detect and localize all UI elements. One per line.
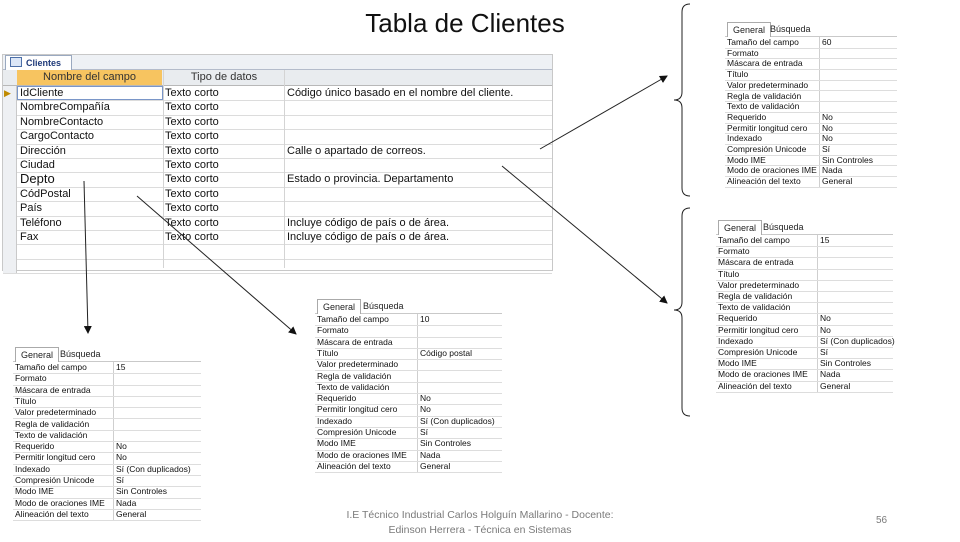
property-value[interactable]: General xyxy=(420,460,451,471)
field-name-cell[interactable]: Depto xyxy=(20,171,55,187)
tab-busqueda[interactable]: Búsqueda xyxy=(770,24,811,34)
footer-line-1: I.E Técnico Industrial Carlos Holguín Mallarino - Docente: xyxy=(346,509,614,521)
property-label: Compresión Unicode xyxy=(317,427,397,437)
property-label: Máscara de entrada xyxy=(317,336,393,347)
property-label: Título xyxy=(718,268,740,279)
property-label: Título xyxy=(727,69,749,80)
property-label: Formato xyxy=(15,373,47,384)
property-value[interactable]: Código postal xyxy=(420,347,472,358)
data-type-cell[interactable]: Texto corto xyxy=(165,202,219,215)
property-label: Indexado xyxy=(317,415,352,426)
property-value[interactable]: 10 xyxy=(420,314,430,324)
property-label: Valor predeterminado xyxy=(15,407,97,418)
property-value[interactable]: 15 xyxy=(116,362,126,372)
property-value[interactable]: Sí xyxy=(820,347,829,357)
property-label: Requerido xyxy=(317,393,357,404)
property-value[interactable]: General xyxy=(116,508,147,519)
footer-line-2: Edinson Herrera - Técnica en Sistemas xyxy=(388,524,572,536)
property-label: Máscara de entrada xyxy=(15,384,91,395)
property-label: Formato xyxy=(718,246,750,257)
data-type-cell[interactable]: Texto corto xyxy=(165,130,219,143)
property-label: Alineación del texto xyxy=(727,176,801,187)
property-label: Indexado xyxy=(15,463,50,474)
arrow-to-direccion-props xyxy=(502,166,667,303)
data-type-cell[interactable]: Texto corto xyxy=(165,173,219,186)
footer xyxy=(300,508,660,538)
arrow-to-depto-props xyxy=(84,181,88,333)
property-label: Regla de validación xyxy=(727,90,802,101)
data-type-cell[interactable]: Texto corto xyxy=(165,101,219,114)
property-label: Tamaño del campo xyxy=(15,362,87,372)
property-value[interactable]: Sin Controles xyxy=(116,486,168,497)
tab-general[interactable]: General xyxy=(15,347,59,362)
property-value[interactable]: Nada xyxy=(822,165,843,176)
arrow-to-idcliente-props xyxy=(540,76,667,149)
property-label: Regla de validación xyxy=(15,418,90,429)
property-value[interactable]: Sí xyxy=(420,427,429,437)
field-name-cell[interactable]: NombreCompañía xyxy=(20,101,110,114)
property-label: Texto de validación xyxy=(317,381,390,392)
field-name-cell[interactable]: IdCliente xyxy=(17,86,163,100)
property-label: Modo IME xyxy=(727,154,766,165)
brace-right-bottom xyxy=(674,208,690,416)
property-value[interactable]: No xyxy=(822,111,833,122)
description-cell[interactable]: Estado o provincia. Departamento xyxy=(287,173,454,186)
property-value[interactable]: Sí xyxy=(116,475,125,485)
primary-key-icon: ▶ xyxy=(4,88,11,98)
property-value[interactable]: Sí (Con duplicados) xyxy=(116,463,191,474)
property-label: Valor predeterminado xyxy=(727,79,809,90)
tab-general[interactable]: General xyxy=(317,299,361,314)
property-label: Modo de oraciones IME xyxy=(727,165,817,176)
data-type-cell[interactable]: Texto corto xyxy=(165,187,219,200)
property-value[interactable]: 60 xyxy=(822,37,832,47)
page-number: 56 xyxy=(876,515,888,526)
property-label: Permitir longitud cero xyxy=(15,452,96,463)
property-label: Requerido xyxy=(727,111,767,122)
description-cell[interactable]: Incluye código de país o de área. xyxy=(287,216,450,229)
field-name-cell[interactable]: NombreContacto xyxy=(20,115,104,128)
tab-busqueda[interactable]: Búsqueda xyxy=(363,301,404,311)
data-type-cell[interactable]: Texto corto xyxy=(165,159,219,171)
field-name-cell[interactable]: CargoContacto xyxy=(20,130,94,143)
property-value[interactable]: 15 xyxy=(820,235,830,245)
tab-general[interactable]: General xyxy=(718,220,762,235)
property-label: Permitir longitud cero xyxy=(718,324,799,335)
data-type-cell[interactable]: Texto corto xyxy=(165,87,219,99)
field-name-cell[interactable]: Dirección xyxy=(20,144,66,157)
property-label: Texto de validación xyxy=(718,302,791,313)
property-value[interactable]: Nada xyxy=(116,497,137,508)
property-value[interactable]: Sí (Con duplicados) xyxy=(420,415,495,426)
property-label: Compresión Unicode xyxy=(718,347,798,357)
property-label: Alineación del texto xyxy=(718,380,792,391)
property-value[interactable]: Sin Controles xyxy=(822,154,874,165)
property-value[interactable]: No xyxy=(420,393,431,404)
property-value[interactable]: General xyxy=(822,176,853,187)
property-label: Texto de validación xyxy=(15,429,88,440)
field-name-cell[interactable]: Ciudad xyxy=(20,159,55,171)
property-label: Modo IME xyxy=(15,486,54,497)
property-label: Regla de validación xyxy=(317,370,392,381)
tab-general[interactable]: General xyxy=(727,22,771,37)
tab-clientes-label: Clientes xyxy=(26,58,62,68)
tab-busqueda[interactable]: Búsqueda xyxy=(60,349,101,359)
property-label: Permitir longitud cero xyxy=(727,122,808,133)
property-label: Texto de validación xyxy=(727,101,800,112)
property-label: Modo de oraciones IME xyxy=(718,369,808,380)
property-label: Título xyxy=(317,347,339,358)
field-name-cell[interactable]: CódPostal xyxy=(20,187,71,200)
property-value[interactable]: No xyxy=(822,133,833,144)
property-value[interactable]: No xyxy=(116,452,127,463)
field-name-cell[interactable]: Fax xyxy=(20,231,39,243)
property-label: Modo de oraciones IME xyxy=(317,449,407,460)
property-label: Modo de oraciones IME xyxy=(15,497,105,508)
slide-title: Tabla de Clientes xyxy=(365,8,565,38)
property-value[interactable]: General xyxy=(820,380,851,391)
description-cell[interactable]: Incluye código de país o de área. xyxy=(287,231,450,243)
property-label: Modo IME xyxy=(317,438,356,449)
property-label: Compresión Unicode xyxy=(727,144,807,154)
data-type-cell[interactable]: Texto corto xyxy=(165,115,219,128)
header-data-type[interactable]: Tipo de datos xyxy=(163,70,284,85)
field-name-cell[interactable]: País xyxy=(20,202,43,215)
property-label: Alineación del texto xyxy=(15,508,89,519)
property-value[interactable]: No xyxy=(820,313,831,324)
description-cell[interactable]: Código único basado en el nombre del cliente. xyxy=(287,87,514,99)
arrow-to-codpostal-props xyxy=(137,196,296,334)
property-value[interactable]: No xyxy=(420,404,431,415)
property-label: Requerido xyxy=(718,313,758,324)
property-value[interactable]: Sí xyxy=(822,144,831,154)
field-name-cell[interactable]: Teléfono xyxy=(20,216,62,229)
header-field-name[interactable]: Nombre del campo xyxy=(17,70,162,85)
property-label: Formato xyxy=(727,47,759,58)
property-label: Máscara de entrada xyxy=(718,257,794,268)
property-label: Título xyxy=(15,395,37,406)
property-label: Tamaño del campo xyxy=(317,314,389,324)
property-label: Permitir longitud cero xyxy=(317,404,398,415)
property-label: Compresión Unicode xyxy=(15,475,95,485)
property-label: Valor predeterminado xyxy=(718,279,800,290)
property-value[interactable]: Nada xyxy=(420,449,441,460)
property-value[interactable]: Sin Controles xyxy=(820,358,872,369)
description-cell[interactable]: Calle o apartado de correos. xyxy=(287,144,426,157)
tab-busqueda[interactable]: Búsqueda xyxy=(763,222,804,232)
property-label: Alineación del texto xyxy=(317,460,391,471)
property-value[interactable]: Nada xyxy=(820,369,841,380)
brace-right-top xyxy=(674,4,690,196)
data-type-cell[interactable]: Texto corto xyxy=(165,231,219,243)
property-label: Valor predeterminado xyxy=(317,359,399,370)
property-value[interactable]: No xyxy=(822,122,833,133)
property-label: Requerido xyxy=(15,441,55,452)
property-value[interactable]: Sin Controles xyxy=(420,438,472,449)
data-type-cell[interactable]: Texto corto xyxy=(165,216,219,229)
property-label: Indexado xyxy=(718,335,753,346)
property-label: Tamaño del campo xyxy=(718,235,790,245)
property-label: Regla de validación xyxy=(718,291,793,301)
property-label: Formato xyxy=(317,325,349,336)
property-label: Tamaño del campo xyxy=(727,37,799,47)
property-label: Indexado xyxy=(727,133,762,144)
property-value[interactable]: No xyxy=(116,441,127,452)
property-label: Modo IME xyxy=(718,358,757,369)
property-label: Máscara de entrada xyxy=(727,58,803,69)
data-type-cell[interactable]: Texto corto xyxy=(165,144,219,157)
property-value[interactable]: No xyxy=(820,324,831,335)
property-value[interactable]: Sí (Con duplicados) xyxy=(820,335,895,346)
